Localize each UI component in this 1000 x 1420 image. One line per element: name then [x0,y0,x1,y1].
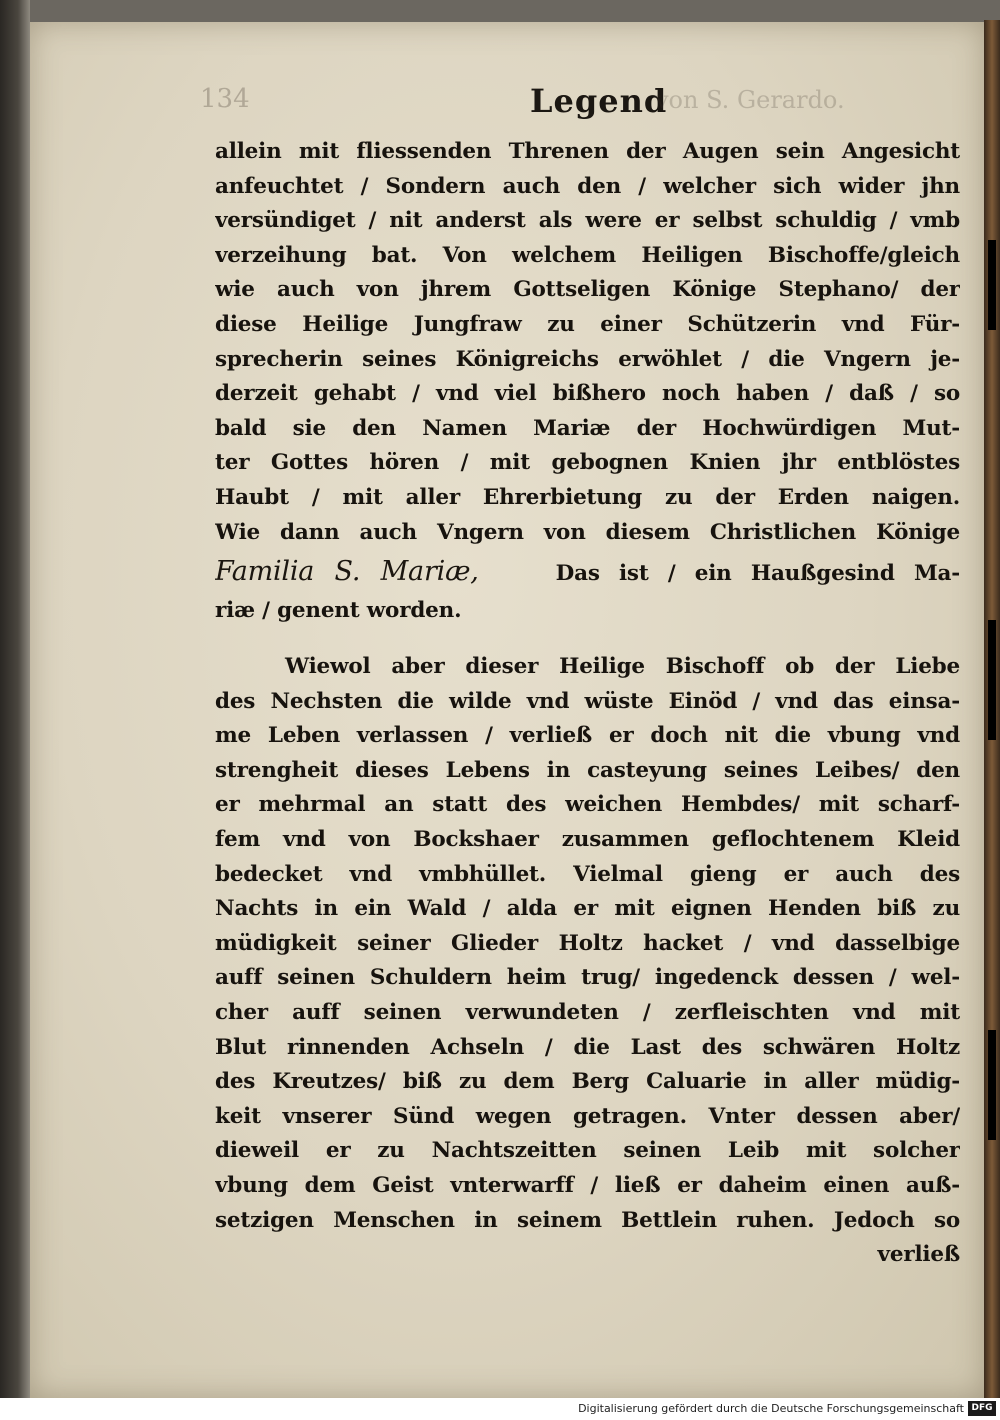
running-head [200,82,845,122]
text-line: strengheit dieses Lebens in casteyung seines Leibes/ den [215,757,960,783]
text-line: allein mit fliessenden Threnen der Augen sein Angesicht [215,139,960,164]
paragraph-2 [215,650,960,1273]
text-line: cher auff seinen verwundeten / zerfleischten vnd mit [215,999,960,1025]
text-line: Nachts in ein Wald / alda er mit eignen Henden biß zu [215,896,960,922]
text-line: Haubt / mit aller Ehrerbietung zu der Erden naigen. [215,484,960,510]
latin-line [215,550,960,594]
text-line: versündiget / nit anderst als were er selbst schuldig / vmb [215,208,960,234]
text-line: fem vnd von Bockshaer zusammen geflochtenem Kleid [215,826,960,852]
strip-segment [988,240,996,330]
text-line: bald sie den Namen Mariæ der Hochwürdigen Mut- [215,415,960,441]
ghost-bleed-through-text: von S. Gerardo. [655,86,845,114]
text-line: diese Heilige Jungfraw zu einer Schützerin vnd Für- [215,311,960,337]
catchword: verließ [877,1242,960,1268]
text-line: bedecket vnd vmbhüllet. Vielmal gieng er auch des [215,861,960,887]
text-line: verzeihung bat. Von welchem Heiligen Bischoffe/gleich [215,242,960,268]
text-line: Wie dann auch Vngern von diesem Christlichen Könige [215,519,960,545]
digitization-credit: Digitalisierung gefördert durch die Deutsche Forschungsgemeinschaft [578,1402,964,1415]
text-line: sprecherin seines Königreichs erwöhlet / die Vngern je- [215,346,960,372]
text-line: auff seinen Schuldern heim trug/ ingedenck dessen / wel- [215,965,960,991]
text-line: Wiewol aber dieser Heilige Bischoff ob der Liebe [285,654,960,679]
text-line: me Leben verlassen / verließ er doch nit die vbung vnd [215,723,960,749]
latin-line-rest: Das ist / ein Haußgesind Ma- [555,561,960,587]
ghost-page-number: 134 [200,84,250,114]
text-line: anfeuchtet / Sondern auch den / welcher sich wider jhn [215,173,960,199]
text-line: vbung dem Geist vnterwarff / ließ er daheim einen auß- [215,1172,960,1198]
text-line: riæ / genent worden. [215,598,462,624]
running-head-title: Legend [530,82,668,120]
text-line: des Nechsten die wilde vnd wüste Einöd / vnd das einsa- [215,688,960,714]
latin-phrase: Familia S. Mariæ, [215,556,479,588]
paragraph-1 [215,135,960,629]
text-line: er mehrmal an statt des weichen Hembdes/ mit scharf- [215,792,960,818]
color-calibration-strip [984,20,1000,1398]
dfg-logo: DFG [968,1401,996,1416]
text-line: wie auch von jhrem Gottseligen Könige Stephano/ der [215,277,960,303]
text-line: des Kreutzes/ biß zu dem Berg Caluarie in aller müdig- [215,1069,960,1095]
strip-segment [988,620,996,740]
text-line: müdigkeit seiner Glieder Holtz hacket / vnd dasselbige [215,930,960,956]
text-line: keit vnserer Sünd wegen getragen. Vnter dessen aber/ [215,1103,960,1129]
text-line: Blut rinnenden Achseln / die Last des schwären Holtz [215,1034,960,1060]
book-left-edge [0,0,30,1398]
text-line: derzeit gehabt / vnd viel bißhero noch haben / daß / so [215,381,960,407]
text-line: ter Gottes hören / mit gebognen Knien jhr entblöstes [215,450,960,476]
footer-bar [0,1398,1000,1420]
text-line: setzigen Menschen in seinem Bettlein ruhen. Jedoch so [215,1207,960,1233]
strip-segment [988,1030,996,1140]
text-line: dieweil er zu Nachtszeitten seinen Leib mit solcher [215,1138,960,1164]
